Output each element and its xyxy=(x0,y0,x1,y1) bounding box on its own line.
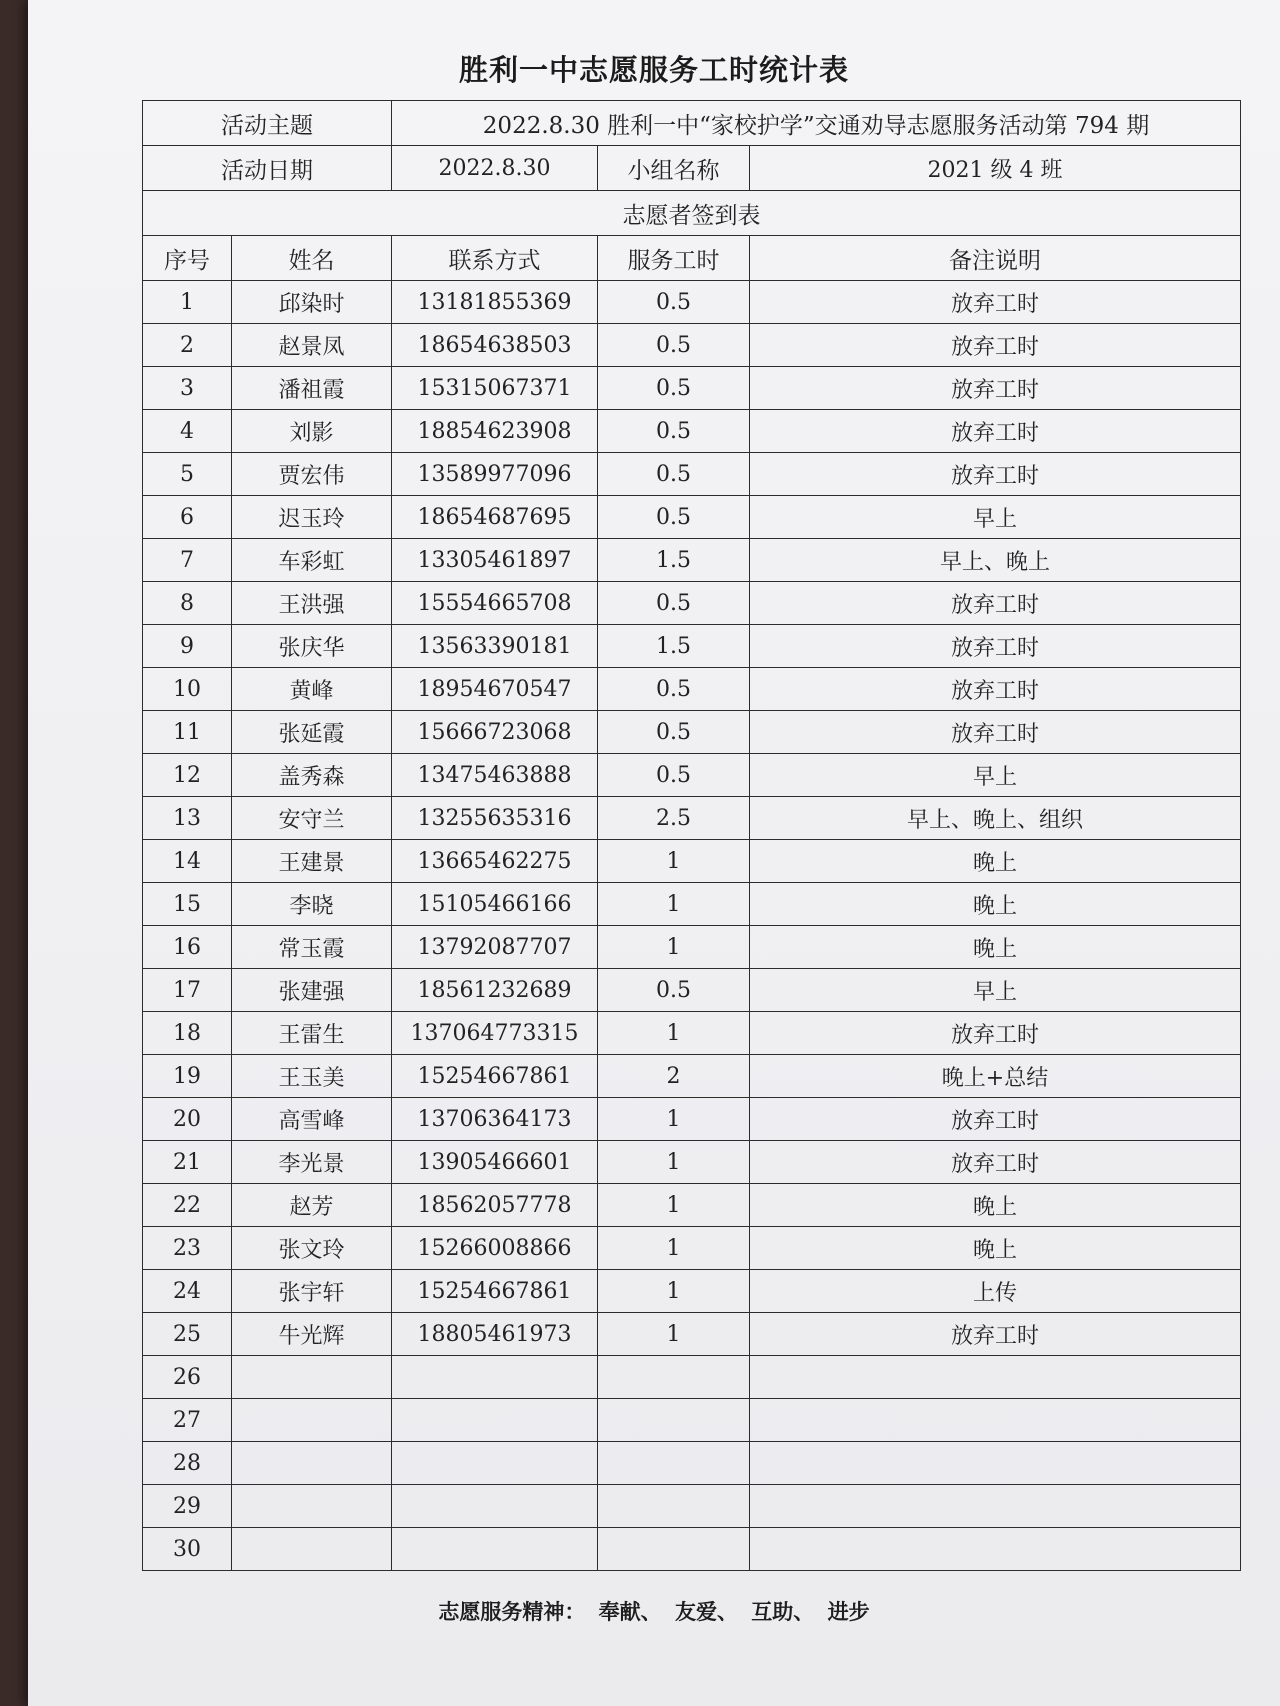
remarks: 晚上 xyxy=(750,840,1241,883)
column-header-hours: 服务工时 xyxy=(598,236,750,281)
row-index: 1 xyxy=(143,281,232,324)
contact-number: 13589977096 xyxy=(392,453,598,496)
volunteer-name: 李光景 xyxy=(232,1141,392,1184)
table-row xyxy=(143,324,1241,367)
volunteer-name: 邱染时 xyxy=(232,281,392,324)
volunteer-name: 张延霞 xyxy=(232,711,392,754)
remarks: 晚上+总结 xyxy=(750,1055,1241,1098)
contact-number: 18561232689 xyxy=(392,969,598,1012)
service-hours: 1.5 xyxy=(598,625,750,668)
service-hours: 0.5 xyxy=(598,324,750,367)
table-row xyxy=(143,926,1241,969)
row-index: 12 xyxy=(143,754,232,797)
service-hours: 2.5 xyxy=(598,797,750,840)
volunteer-name: 黄峰 xyxy=(232,668,392,711)
row-index: 29 xyxy=(143,1485,232,1528)
row-index: 14 xyxy=(143,840,232,883)
volunteer-name: 潘祖霞 xyxy=(232,367,392,410)
remarks xyxy=(750,1485,1241,1528)
volunteer-name: 王雷生 xyxy=(232,1012,392,1055)
remarks: 晚上 xyxy=(750,1184,1241,1227)
column-header-index: 序号 xyxy=(143,236,232,281)
service-hours: 0.5 xyxy=(598,754,750,797)
remarks: 早上、晚上、组织 xyxy=(750,797,1241,840)
volunteer-name: 张宇轩 xyxy=(232,1270,392,1313)
volunteer-name xyxy=(232,1442,392,1485)
contact-number: 15254667861 xyxy=(392,1270,598,1313)
contact-number: 13706364173 xyxy=(392,1098,598,1141)
contact-number: 137064773315 xyxy=(392,1012,598,1055)
service-hours: 0.5 xyxy=(598,496,750,539)
volunteer-name: 牛光辉 xyxy=(232,1313,392,1356)
service-hours: 1 xyxy=(598,1270,750,1313)
contact-number: 15554665708 xyxy=(392,582,598,625)
contact-number: 18562057778 xyxy=(392,1184,598,1227)
remarks xyxy=(750,1356,1241,1399)
remarks: 早上 xyxy=(750,969,1241,1012)
contact-number: 15266008866 xyxy=(392,1227,598,1270)
remarks: 晚上 xyxy=(750,926,1241,969)
volunteer-name xyxy=(232,1356,392,1399)
contact-number xyxy=(392,1485,598,1528)
contact-number xyxy=(392,1399,598,1442)
table-row xyxy=(143,1356,1241,1399)
theme-value: 2022.8.30 胜利一中“家校护学”交通劝导志愿服务活动第 794 期 xyxy=(392,101,1241,146)
row-index: 2 xyxy=(143,324,232,367)
table-row xyxy=(143,668,1241,711)
row-index: 3 xyxy=(143,367,232,410)
column-header-contact: 联系方式 xyxy=(392,236,598,281)
table-row xyxy=(143,797,1241,840)
volunteer-name: 常玉霞 xyxy=(232,926,392,969)
section-title: 志愿者签到表 xyxy=(143,191,1241,236)
remarks: 放弃工时 xyxy=(750,1012,1241,1055)
row-index: 7 xyxy=(143,539,232,582)
table-row xyxy=(143,1227,1241,1270)
date-value: 2022.8.30 xyxy=(392,146,598,191)
row-index: 24 xyxy=(143,1270,232,1313)
service-hours: 0.5 xyxy=(598,367,750,410)
table-row xyxy=(143,625,1241,668)
contact-number: 18805461973 xyxy=(392,1313,598,1356)
row-index: 30 xyxy=(143,1528,232,1571)
table-row xyxy=(143,1270,1241,1313)
table-row xyxy=(143,410,1241,453)
row-index: 8 xyxy=(143,582,232,625)
contact-number: 18954670547 xyxy=(392,668,598,711)
row-index: 10 xyxy=(143,668,232,711)
contact-number: 13905466601 xyxy=(392,1141,598,1184)
remarks: 放弃工时 xyxy=(750,1098,1241,1141)
volunteer-name: 张文玲 xyxy=(232,1227,392,1270)
remarks: 早上 xyxy=(750,496,1241,539)
row-index: 18 xyxy=(143,1012,232,1055)
service-hours xyxy=(598,1399,750,1442)
date-row xyxy=(143,146,1241,191)
volunteer-name: 赵景凤 xyxy=(232,324,392,367)
service-hours: 0.5 xyxy=(598,969,750,1012)
contact-number xyxy=(392,1442,598,1485)
volunteer-name: 高雪峰 xyxy=(232,1098,392,1141)
service-hours: 0.5 xyxy=(598,711,750,754)
remarks: 放弃工时 xyxy=(750,1313,1241,1356)
contact-number: 18654638503 xyxy=(392,324,598,367)
row-index: 19 xyxy=(143,1055,232,1098)
contact-number: 15315067371 xyxy=(392,367,598,410)
service-hours: 1 xyxy=(598,1227,750,1270)
row-index: 16 xyxy=(143,926,232,969)
volunteer-name: 王建景 xyxy=(232,840,392,883)
service-hours: 1 xyxy=(598,883,750,926)
contact-number: 13563390181 xyxy=(392,625,598,668)
remarks xyxy=(750,1442,1241,1485)
contact-number: 13181855369 xyxy=(392,281,598,324)
row-index: 13 xyxy=(143,797,232,840)
contact-number: 18854623908 xyxy=(392,410,598,453)
service-hours: 0.5 xyxy=(598,281,750,324)
row-index: 22 xyxy=(143,1184,232,1227)
remarks: 早上 xyxy=(750,754,1241,797)
service-hours: 1 xyxy=(598,926,750,969)
table-row xyxy=(143,711,1241,754)
table-row xyxy=(143,883,1241,926)
service-hours: 0.5 xyxy=(598,668,750,711)
service-hours xyxy=(598,1528,750,1571)
group-label: 小组名称 xyxy=(598,146,750,191)
volunteer-hours-table xyxy=(142,100,1241,1571)
column-header-name: 姓名 xyxy=(232,236,392,281)
column-header-remarks: 备注说明 xyxy=(750,236,1241,281)
table-row xyxy=(143,754,1241,797)
table-row xyxy=(143,1098,1241,1141)
remarks: 晚上 xyxy=(750,1227,1241,1270)
remarks: 放弃工时 xyxy=(750,625,1241,668)
remarks: 放弃工时 xyxy=(750,410,1241,453)
contact-number: 13305461897 xyxy=(392,539,598,582)
theme-row xyxy=(143,101,1241,146)
table-row xyxy=(143,281,1241,324)
contact-number: 15666723068 xyxy=(392,711,598,754)
volunteer-name: 刘影 xyxy=(232,410,392,453)
page-title: 胜利一中志愿服务工时统计表 xyxy=(458,53,849,87)
contact-number: 13255635316 xyxy=(392,797,598,840)
contact-number: 13792087707 xyxy=(392,926,598,969)
table-row xyxy=(143,1442,1241,1485)
contact-number: 18654687695 xyxy=(392,496,598,539)
column-header-row xyxy=(143,236,1241,281)
table-row xyxy=(143,453,1241,496)
table-row xyxy=(143,496,1241,539)
theme-label: 活动主题 xyxy=(143,101,392,146)
service-hours: 1 xyxy=(598,1098,750,1141)
date-label: 活动日期 xyxy=(143,146,392,191)
section-title-row xyxy=(143,191,1241,236)
table-row xyxy=(143,1184,1241,1227)
table-row xyxy=(143,840,1241,883)
contact-number xyxy=(392,1528,598,1571)
remarks: 放弃工时 xyxy=(750,711,1241,754)
service-hours xyxy=(598,1442,750,1485)
service-hours: 0.5 xyxy=(598,582,750,625)
volunteer-name xyxy=(232,1399,392,1442)
remarks xyxy=(750,1399,1241,1442)
volunteer-name: 王洪强 xyxy=(232,582,392,625)
contact-number: 13665462275 xyxy=(392,840,598,883)
row-index: 25 xyxy=(143,1313,232,1356)
table-row xyxy=(143,1012,1241,1055)
table-row xyxy=(143,539,1241,582)
row-index: 5 xyxy=(143,453,232,496)
remarks: 上传 xyxy=(750,1270,1241,1313)
remarks: 放弃工时 xyxy=(750,582,1241,625)
service-hours: 1 xyxy=(598,1141,750,1184)
table-row xyxy=(143,1399,1241,1442)
row-index: 11 xyxy=(143,711,232,754)
volunteer-name: 贾宏伟 xyxy=(232,453,392,496)
volunteer-name: 张建强 xyxy=(232,969,392,1012)
contact-number xyxy=(392,1356,598,1399)
row-index: 6 xyxy=(143,496,232,539)
service-hours: 0.5 xyxy=(598,410,750,453)
volunteer-name: 安守兰 xyxy=(232,797,392,840)
remarks: 早上、晚上 xyxy=(750,539,1241,582)
service-hours: 1 xyxy=(598,1012,750,1055)
row-index: 27 xyxy=(143,1399,232,1442)
service-hours: 1 xyxy=(598,1313,750,1356)
volunteer-name: 李晓 xyxy=(232,883,392,926)
service-hours: 1 xyxy=(598,1184,750,1227)
contact-number: 15105466166 xyxy=(392,883,598,926)
remarks: 晚上 xyxy=(750,883,1241,926)
row-index: 20 xyxy=(143,1098,232,1141)
row-index: 4 xyxy=(143,410,232,453)
table-row xyxy=(143,1313,1241,1356)
service-hours: 1.5 xyxy=(598,539,750,582)
service-hours: 0.5 xyxy=(598,453,750,496)
table-row xyxy=(143,1141,1241,1184)
row-index: 21 xyxy=(143,1141,232,1184)
service-hours: 1 xyxy=(598,840,750,883)
service-hours: 2 xyxy=(598,1055,750,1098)
table-row xyxy=(143,1528,1241,1571)
group-value: 2021 级 4 班 xyxy=(750,146,1241,191)
contact-number: 13475463888 xyxy=(392,754,598,797)
table-row xyxy=(143,367,1241,410)
service-hours xyxy=(598,1356,750,1399)
contact-number: 15254667861 xyxy=(392,1055,598,1098)
remarks: 放弃工时 xyxy=(750,453,1241,496)
remarks: 放弃工时 xyxy=(750,367,1241,410)
remarks xyxy=(750,1528,1241,1571)
remarks: 放弃工时 xyxy=(750,668,1241,711)
remarks: 放弃工时 xyxy=(750,324,1241,367)
table-row xyxy=(143,1485,1241,1528)
volunteer-name: 迟玉玲 xyxy=(232,496,392,539)
volunteer-name: 张庆华 xyxy=(232,625,392,668)
remarks: 放弃工时 xyxy=(750,1141,1241,1184)
volunteer-name: 王玉美 xyxy=(232,1055,392,1098)
row-index: 28 xyxy=(143,1442,232,1485)
row-index: 23 xyxy=(143,1227,232,1270)
row-index: 26 xyxy=(143,1356,232,1399)
table-row xyxy=(143,582,1241,625)
row-index: 15 xyxy=(143,883,232,926)
remarks: 放弃工时 xyxy=(750,281,1241,324)
table-row xyxy=(143,969,1241,1012)
volunteer-name: 盖秀森 xyxy=(232,754,392,797)
row-index: 9 xyxy=(143,625,232,668)
row-index: 17 xyxy=(143,969,232,1012)
document-sheet xyxy=(28,0,1280,1706)
table-row xyxy=(143,1055,1241,1098)
volunteer-name: 赵芳 xyxy=(232,1184,392,1227)
service-hours xyxy=(598,1485,750,1528)
volunteer-name xyxy=(232,1485,392,1528)
volunteer-name xyxy=(232,1528,392,1571)
volunteer-name: 车彩虹 xyxy=(232,539,392,582)
footer-motto: 志愿服务精神： 奉献、 友爱、 互助、 进步 xyxy=(438,1600,870,1624)
